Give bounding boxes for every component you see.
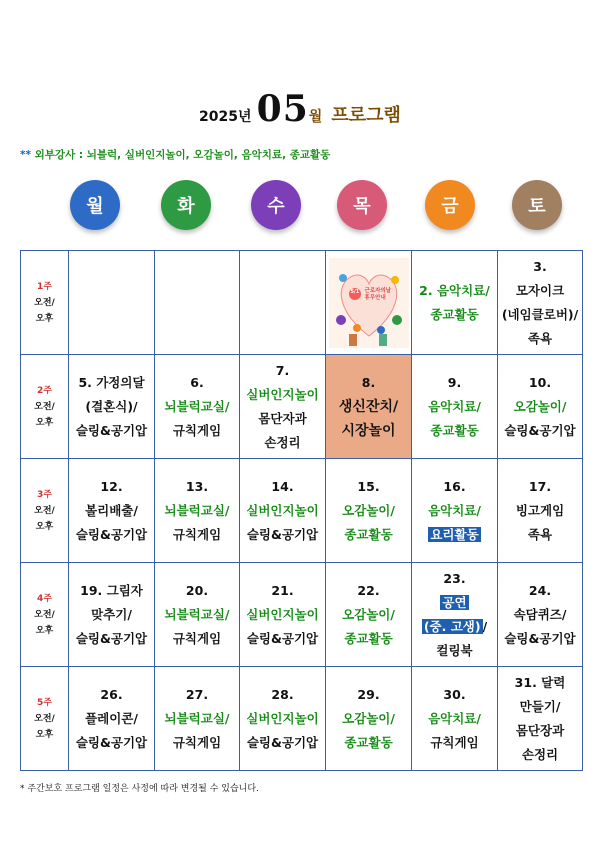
cell-w5-thu: 29. 오감놀이/ 종교활동 [326, 667, 412, 771]
week-row-2 [21, 355, 583, 459]
day-circle-thu: 목 [337, 180, 387, 230]
week-row-3 [21, 459, 583, 563]
cell-w4-fri: 23. 공연 (중. 고생) / 컬링북 [412, 563, 498, 667]
title-month: 05 [256, 88, 309, 130]
cell-w3-mon: 12. 볼리배출/ 슬링&공기압 [69, 459, 155, 563]
cell-w3-fri: 16. 음악치료/ 요리활동 [412, 459, 498, 563]
students-highlight: (중. 고생) [423, 618, 481, 634]
cell-w2-wed: 7. 실버인지놀이 몸단자과 손정리 [240, 355, 326, 459]
day-circle-mon: 월 [70, 180, 120, 230]
cell-w4-tue: 20. 뇌블럭교실/ 규칙게임 [155, 563, 240, 667]
cell-w3-wed: 14. 실버인지놀이 슬링&공기압 [240, 459, 326, 563]
day-circle-sat: 토 [512, 180, 562, 230]
cell-w4-mon: 19. 그림자 맞추기/ 슬링&공기압 [69, 563, 155, 667]
cell-w2-fri: 9. 음악치료/ 종교활동 [412, 355, 498, 459]
external-instructor-note [20, 147, 330, 162]
cell-w5-tue: 27. 뇌블럭교실/ 규칙게임 [155, 667, 240, 771]
cell-w3-sat: 17. 빙고게임 족욕 [498, 459, 583, 563]
week-label-4: 4주 오전/ 오후 [21, 563, 69, 667]
cell-w1-mon [69, 251, 155, 355]
cell-w1-fri: 2. 음악치료/ 종교활동 [412, 251, 498, 355]
holiday-poster-image [329, 258, 409, 348]
cell-w2-tue: 6. 뇌블럭교실/ 규칙게임 [155, 355, 240, 459]
poster-badge: 5/1 [350, 288, 360, 295]
note-text: 외부강사 : 뇌블럭, 실버인지놀이, 오감놀이, 음악치료, 종교활동 [34, 149, 331, 161]
cell-w2-sat: 10. 오감놀이/ 슬링&공기압 [498, 355, 583, 459]
cell-w1-sat: 3. 모자이크 (네임클로버)/ 족욕 [498, 251, 583, 355]
day-circle-wed: 수 [251, 180, 301, 230]
cell-w1-wed [240, 251, 326, 355]
weekday-circles [0, 180, 600, 236]
week-row-4 [21, 563, 583, 667]
week-label-3: 3주 오전/ 오후 [21, 459, 69, 563]
cell-w3-thu: 15. 오감놀이/ 종교활동 [326, 459, 412, 563]
day-circle-fri: 금 [425, 180, 475, 230]
cell-w3-tue: 13. 뇌블럭교실/ 규칙게임 [155, 459, 240, 563]
poster-text: 근로자의날 휴무안내 [364, 287, 392, 301]
cooking-highlight: 요리활동 [430, 526, 479, 542]
day-circle-tue: 화 [161, 180, 211, 230]
performance-highlight: 공연 [442, 594, 467, 610]
title-year: 2025년 [199, 109, 252, 125]
cell-w1-thu [326, 251, 412, 355]
cell-w4-thu: 22. 오감놀이/ 종교활동 [326, 563, 412, 667]
cell-w1-tue [155, 251, 240, 355]
title-month-suffix: 월 [308, 109, 323, 125]
week-row-5 [21, 667, 583, 771]
calendar-table [20, 250, 583, 771]
week-label-5: 5주 오전/ 오후 [21, 667, 69, 771]
footnote: * 주간보호 프로그램 일정은 사정에 따라 변경될 수 있습니다. [20, 784, 259, 794]
week-row-1 [21, 251, 583, 355]
cell-w2-mon: 5. 가정의달 (결혼식)/ 슬링&공기압 [69, 355, 155, 459]
week-label-2: 2주 오전/ 오후 [21, 355, 69, 459]
cell-w5-wed: 28. 실버인지놀이 슬링&공기압 [240, 667, 326, 771]
title-program: 프로그램 [331, 105, 401, 126]
cell-w2-thu: 8. 생신잔치/ 시장놀이 [326, 355, 412, 459]
week-label-1: 1주 오전/ 오후 [21, 251, 69, 355]
cell-w5-fri: 30. 음악치료/ 규칙게임 [412, 667, 498, 771]
cell-w4-wed: 21. 실버인지놀이 슬링&공기압 [240, 563, 326, 667]
cell-w5-sat: 31. 달력 만들기/ 몸단장과 손정리 [498, 667, 583, 771]
cell-w4-sat: 24. 속담퀴즈/ 슬링&공기압 [498, 563, 583, 667]
page-title [0, 88, 600, 130]
cell-w5-mon: 26. 플레이콘/ 슬링&공기압 [69, 667, 155, 771]
note-marker: ** [20, 149, 31, 161]
